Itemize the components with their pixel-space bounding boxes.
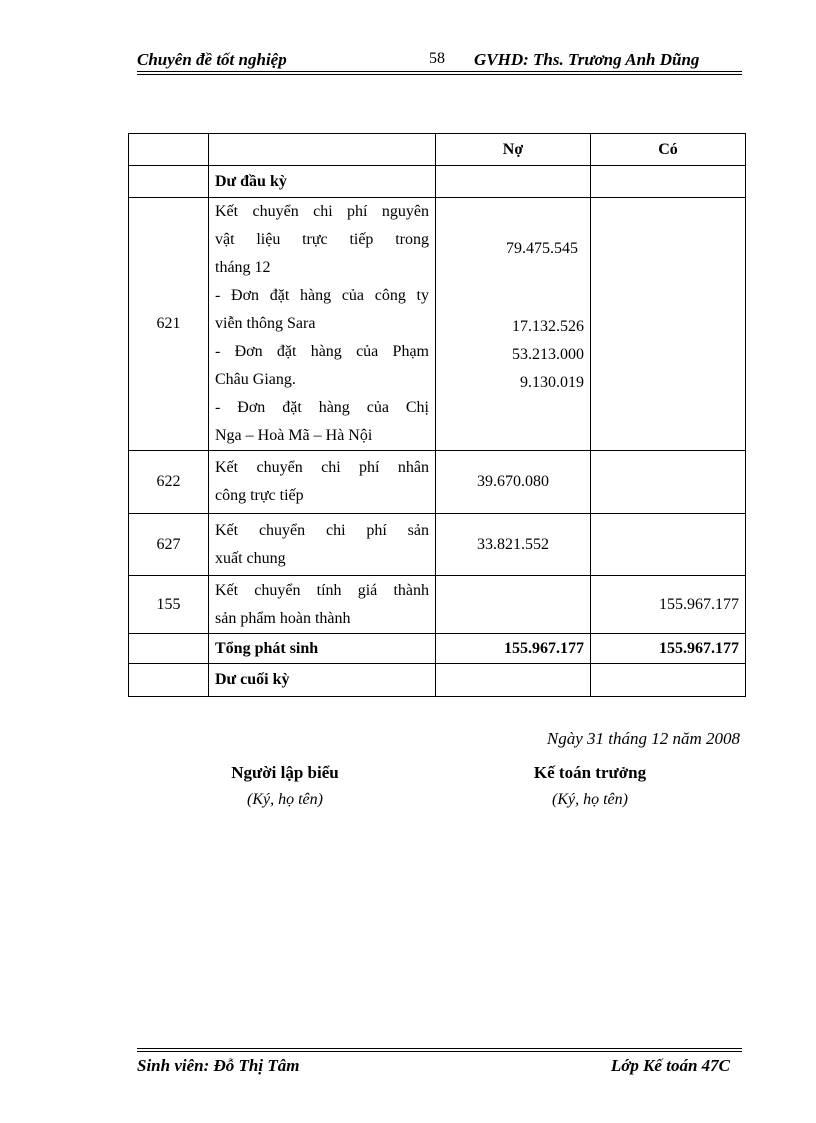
preparer-sign-note: (Ký, họ tên) <box>247 791 323 808</box>
accountant-title: Kế toán trưởng <box>533 763 647 782</box>
footer-student: Sinh viên: Đỗ Thị Tâm <box>137 1056 300 1075</box>
page-number: 58 <box>429 50 445 67</box>
row-description: Kết chuyển chi phí sản xuất chung <box>209 514 436 576</box>
accountant-sign-note: (Ký, họ tên) <box>552 791 628 808</box>
account-code: 622 <box>129 451 209 514</box>
table-row-627 <box>129 514 746 576</box>
account-code: 621 <box>129 198 209 451</box>
ledger-table <box>128 133 746 697</box>
row-description: Kết chuyển chi phí nhân công trực tiếp <box>209 451 436 514</box>
header-advisor: GVHD: Ths. Trương Anh Dũng <box>474 50 700 69</box>
amount-sub: 9.130.019 <box>520 374 584 391</box>
header-cell-no: Nợ <box>436 134 591 166</box>
table-row-opening <box>129 166 746 198</box>
row-no-amounts <box>436 198 591 451</box>
table-row-closing <box>129 664 746 697</box>
amount-co: 155.967.177 <box>591 576 746 634</box>
amount-no: 39.670.080 <box>436 451 591 514</box>
total-no: 155.967.177 <box>436 634 591 664</box>
footer-rule <box>137 1048 742 1049</box>
header-cell-account <box>129 134 209 166</box>
page-footer <box>137 1048 742 1078</box>
date-line: Ngày 31 tháng 12 năm 2008 <box>546 729 740 748</box>
total-co: 155.967.177 <box>591 634 746 664</box>
header-cell-description <box>209 134 436 166</box>
account-code: 627 <box>129 514 209 576</box>
amount-sub: 17.132.526 <box>512 318 584 335</box>
footer-class: Lớp Kế toán 47C <box>610 1056 730 1075</box>
footer-rule-double <box>137 1051 742 1052</box>
header-thesis-title: Chuyên đề tốt nghiệp <box>137 50 287 69</box>
amount-no: 33.821.552 <box>436 514 591 576</box>
table-header-row <box>129 134 746 166</box>
row-description: Kết chuyển tính giá thành sản phẩm hoàn thành <box>209 576 436 634</box>
closing-balance-label: Dư cuối kỳ <box>209 664 436 697</box>
table-row-621 <box>129 198 746 451</box>
total-label: Tổng phát sinh <box>209 634 436 664</box>
account-code: 155 <box>129 576 209 634</box>
row-description: Kết chuyển chi phí nguyên vật liệu trực tiếp trong tháng 12 - Đơn đặt hàng của công ty viễn thông Sara - Đơn đặt hàng của Phạm Châu Giang. - Đơn đặt hàng của Chị Nga – Hoà Mã – Hà Nội <box>209 198 436 451</box>
header-cell-co: Có <box>591 134 746 166</box>
table-row-622 <box>129 451 746 514</box>
amount-sub: 53.213.000 <box>512 346 584 363</box>
page-header <box>137 48 742 74</box>
header-rule-double <box>137 74 742 75</box>
amount-total: 79.475.545 <box>506 240 578 257</box>
signature-chief-accountant <box>515 763 665 809</box>
table-row-total <box>129 634 746 664</box>
preparer-title: Người lập biểu <box>231 763 339 782</box>
header-rule <box>137 71 742 72</box>
opening-balance-label: Dư đầu kỳ <box>209 166 436 198</box>
table-row-155 <box>129 576 746 634</box>
signature-preparer <box>210 763 360 809</box>
